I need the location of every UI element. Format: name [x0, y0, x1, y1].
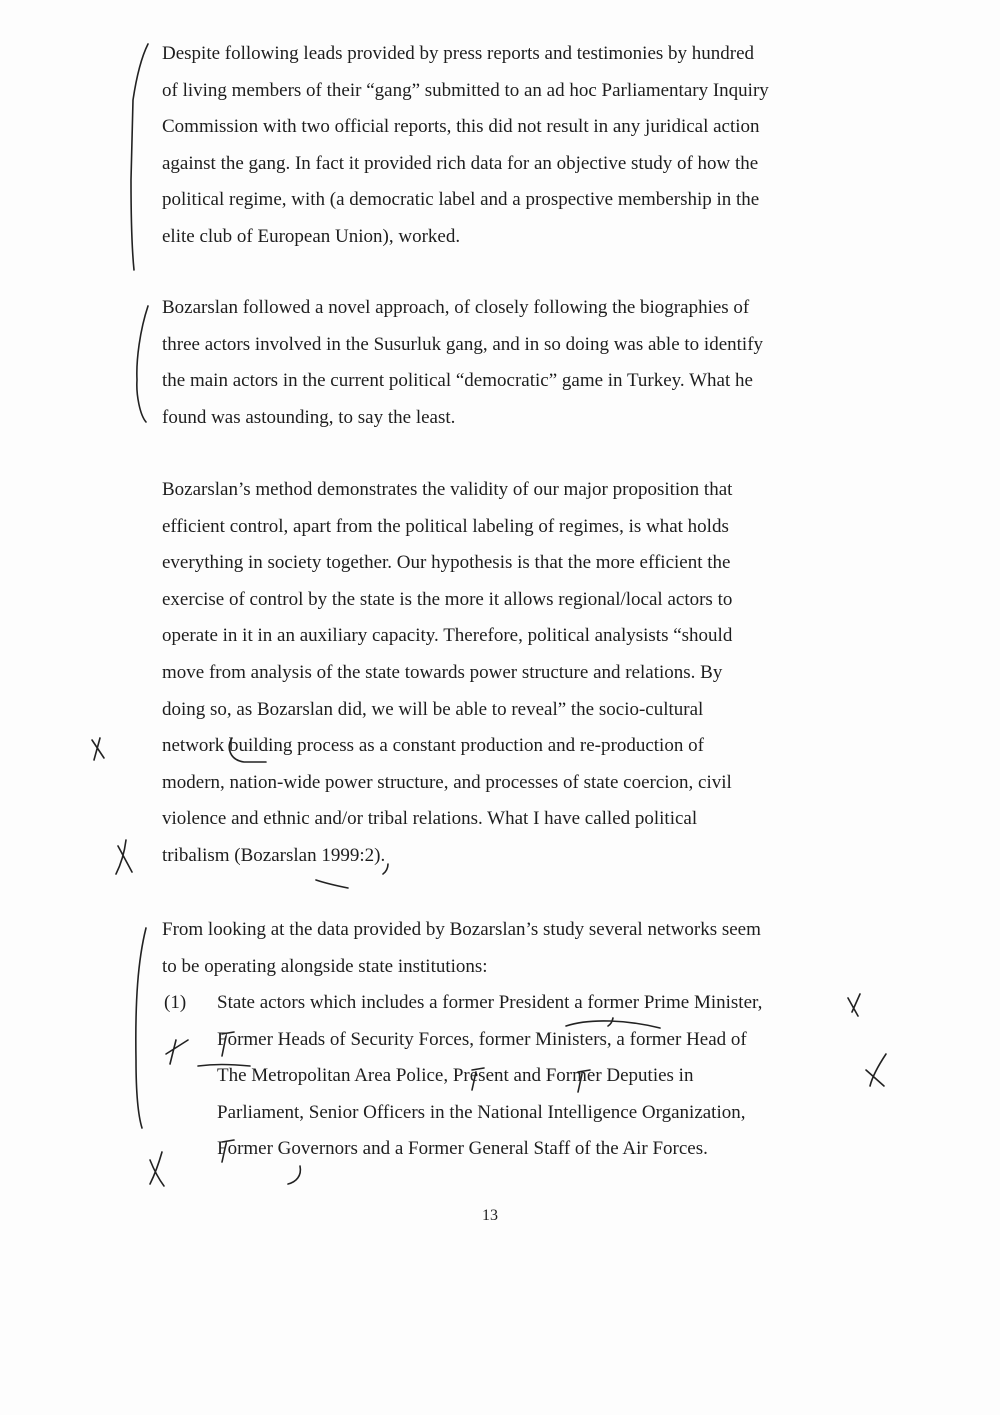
text-line: modern, nation-wide power structure, and processes of state coercion, civil: [162, 771, 732, 793]
text-line: Despite following leads provided by press reports and testimonies by hundred: [162, 43, 755, 64]
text-line: network building process as a constant production and re-production of: [162, 735, 704, 757]
text-line: The Metropolitan Area Police, Present and Former Deputies in: [217, 1065, 694, 1087]
paragraph-3: [162, 472, 862, 875]
paragraph-1: [162, 36, 862, 256]
list-item: [162, 985, 862, 1168]
text-line: exercise of control by the state is the more it allows regional/local actors to: [162, 588, 733, 610]
list-item-number: (1): [164, 992, 187, 1013]
margin-bracket-1: [131, 44, 148, 270]
text-line: Former Governors and a Former General Staff of the Air Forces.: [217, 1138, 708, 1160]
text-line: Commission with two official reports, this did not result in any juridical action: [162, 116, 760, 138]
text-line: operate in it in an auxiliary capacity. Therefore, political analysists “should: [162, 625, 733, 647]
text-line: against the gang. In fact it provided rich data for an objective study of how the: [162, 152, 759, 174]
text-line: efficient control, apart from the political labeling of regimes, is what holds: [162, 515, 729, 537]
text-line: Former Heads of Security Forces, former Ministers, a former Head of: [217, 1028, 747, 1050]
paragraph-2: [162, 290, 862, 436]
cross-mark: [92, 738, 104, 760]
text-line: doing so, as Bozarslan did, we will be able to reveal” the socio-cultural: [162, 698, 704, 720]
text-line: From looking at the data provided by Bozarslan’s study several networks seem: [162, 919, 761, 940]
page-number: 13: [482, 1207, 498, 1224]
text-line: Parliament, Senior Officers in the National Intelligence Organization,: [217, 1101, 746, 1123]
text-line: everything in society together. Our hypothesis is that the more efficient the: [162, 552, 731, 574]
text-line: Bozarslan’s method demonstrates the validity of our major proposition that: [162, 479, 733, 500]
text-line: found was astounding, to say the least.: [162, 406, 456, 428]
text-line: the main actors in the current political “democratic” game in Turkey. What he: [162, 370, 753, 392]
text-line: political regime, with (a democratic label and a prospective membership in the: [162, 189, 760, 211]
margin-bracket-3: [136, 928, 146, 1128]
margin-bracket-2: [137, 306, 148, 422]
text-line: of living members of their “gang” submitted to an ad hoc Parliamentary Inquiry: [162, 79, 769, 101]
text-line: to be operating alongside state institutions:: [162, 955, 488, 977]
text-line: elite club of European Union), worked.: [162, 225, 461, 247]
capital-correction-mark: [288, 1166, 300, 1184]
text-line: violence and ethnic and/or tribal relations. What I have called political: [162, 808, 698, 830]
text-line: Bozarslan followed a novel approach, of closely following the biographies of: [162, 297, 750, 318]
text-line: tribalism (Bozarslan 1999:2).: [162, 844, 386, 866]
text-line: three actors involved in the Susurluk gang, and in so doing was able to identify: [162, 333, 764, 355]
paragraph-4: [162, 912, 862, 985]
cross-mark: [116, 840, 132, 874]
text-line: State actors which includes a former President a former Prime Minister,: [217, 992, 763, 1013]
cross-mark: [866, 1054, 886, 1086]
text-line: move from analysis of the state towards power structure and relations. By: [162, 661, 723, 683]
